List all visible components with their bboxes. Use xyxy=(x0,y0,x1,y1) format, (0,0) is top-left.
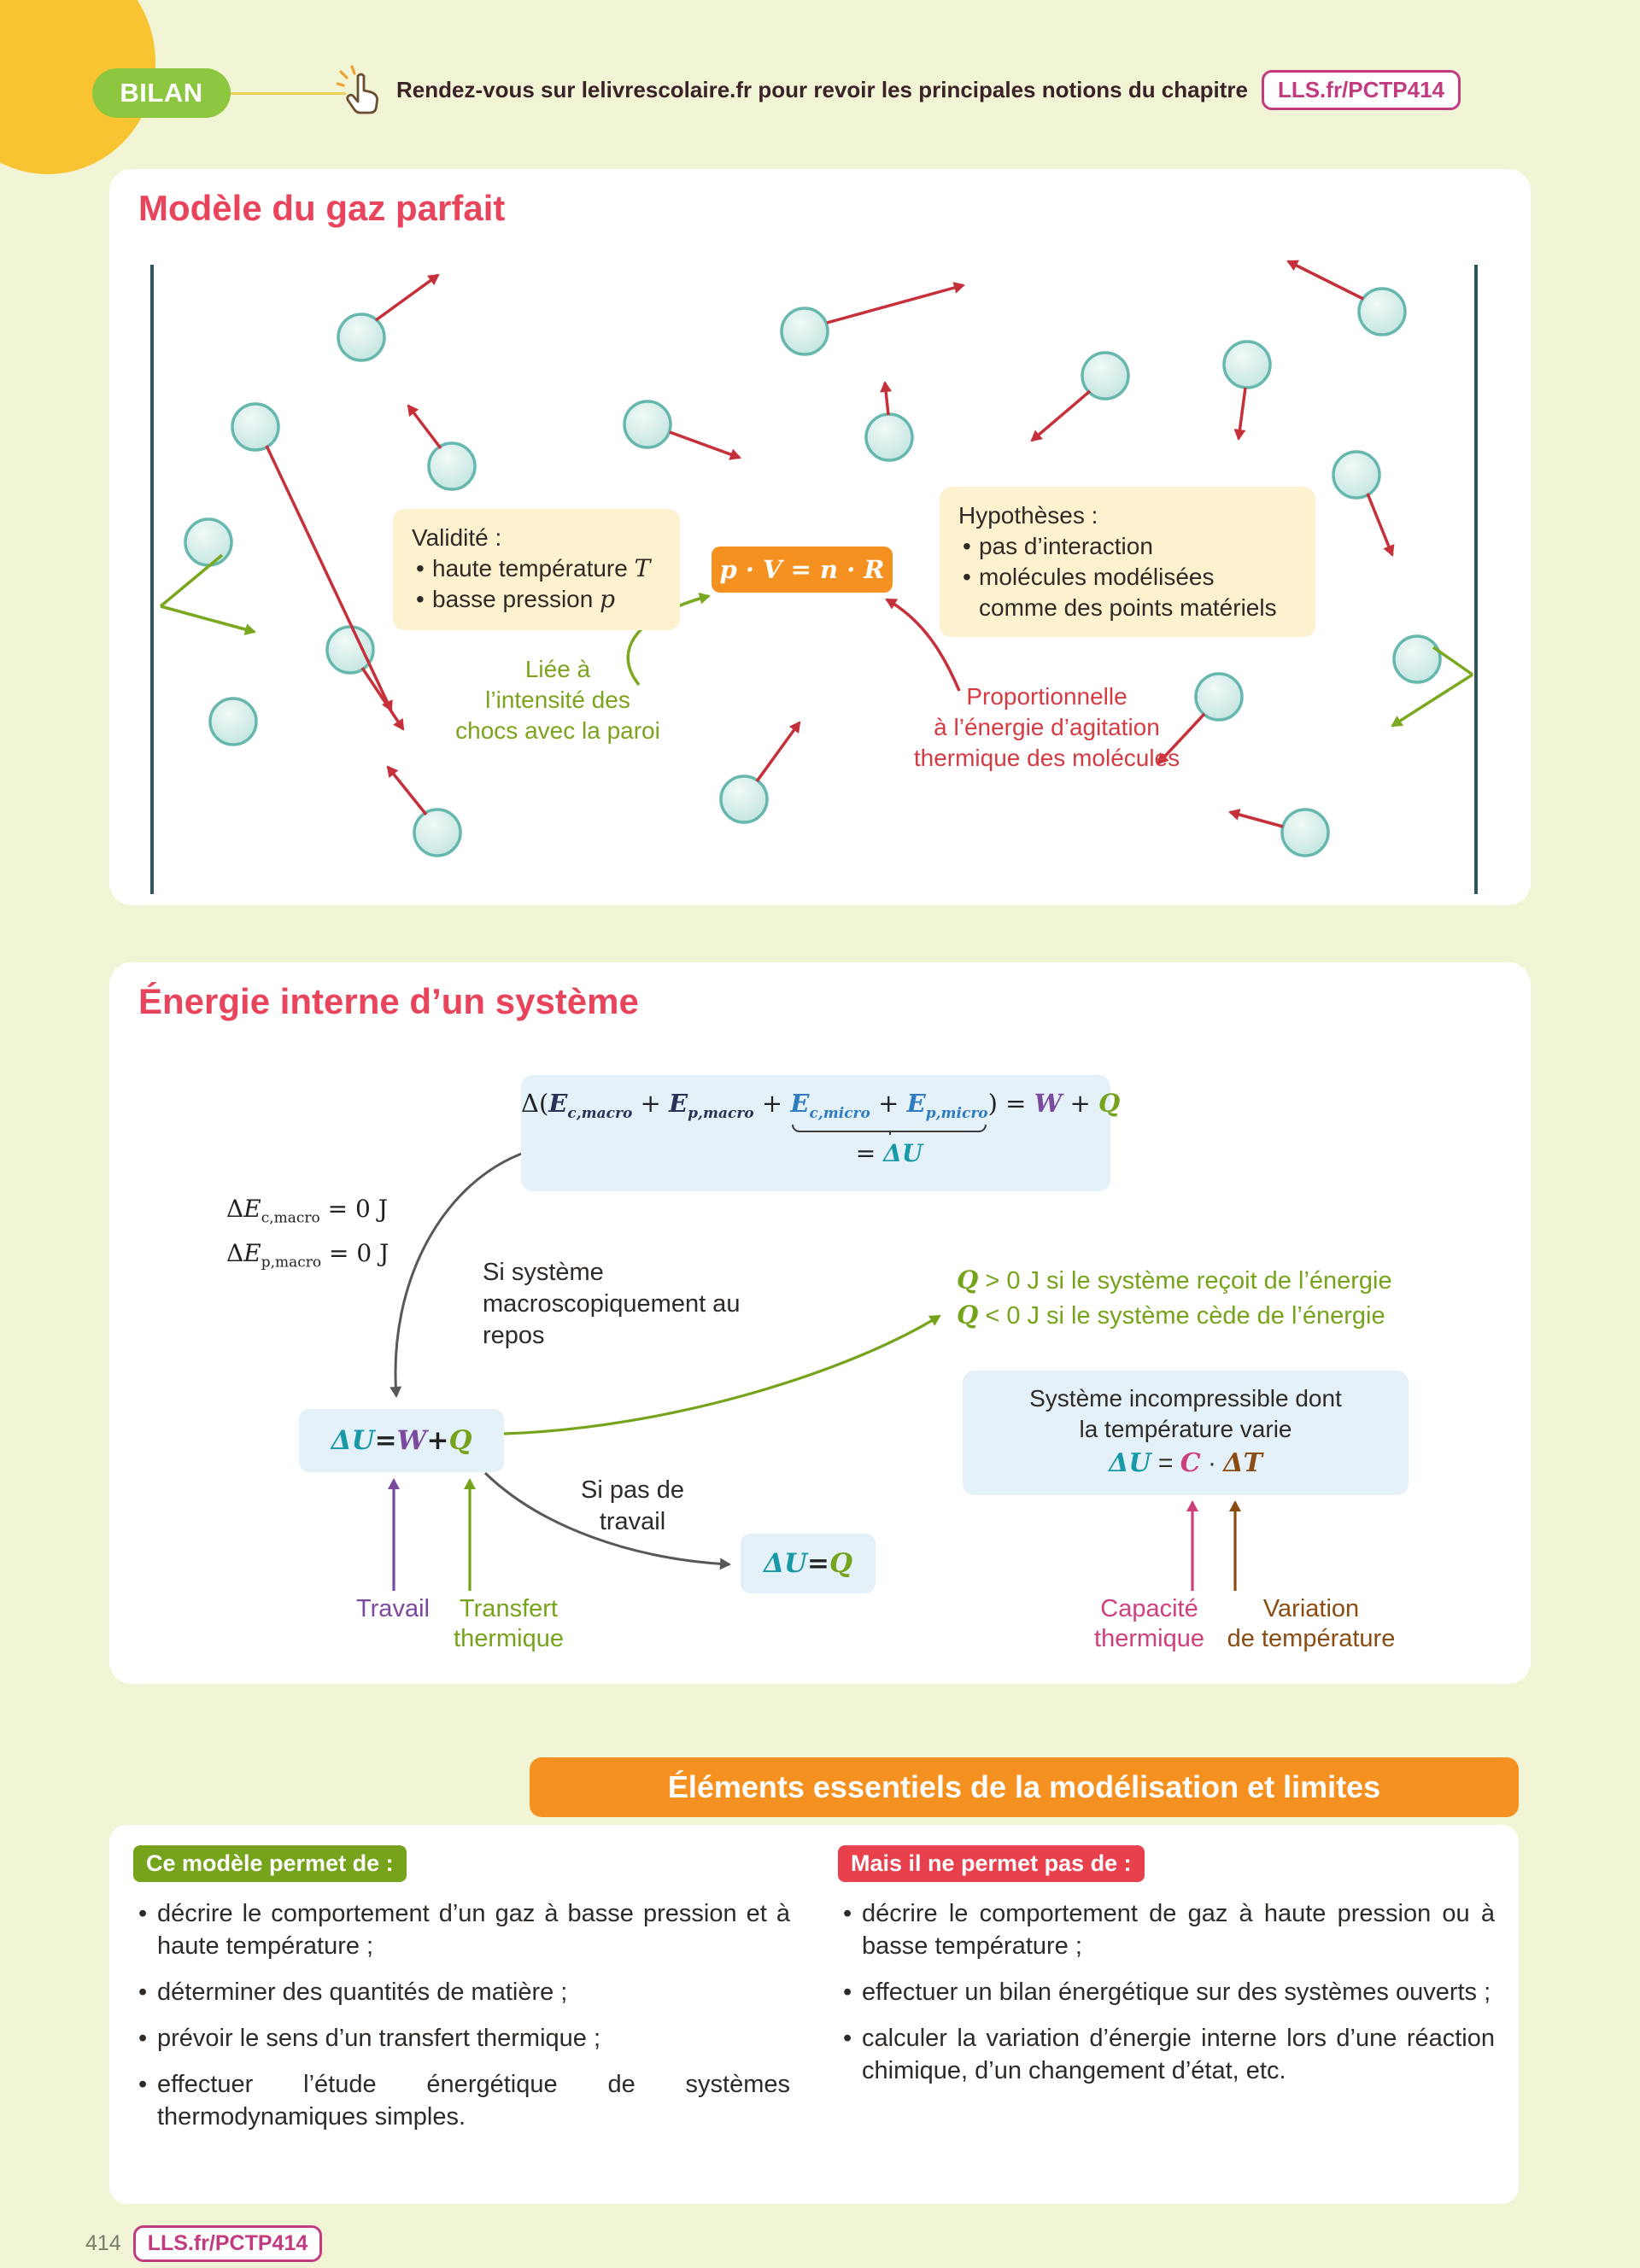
heat-variable: Q xyxy=(957,1266,979,1295)
heat-variable: Q xyxy=(1098,1089,1121,1118)
ec-micro-term xyxy=(790,1089,870,1122)
incompressible-line: Système incompressible dont xyxy=(1029,1385,1342,1412)
formula-token: + xyxy=(761,1089,783,1118)
formula-line xyxy=(521,1089,1121,1167)
ep-micro-term xyxy=(906,1089,988,1122)
underbrace xyxy=(792,1125,986,1132)
list-item: • effectuer un bilan énergétique sur des systèmes ouverts ; xyxy=(838,1976,1495,2008)
formula-token: Δ xyxy=(226,1239,244,1267)
formula-token: = xyxy=(1151,1449,1180,1477)
formula-subscript: p,macro xyxy=(261,1254,322,1271)
validity-box xyxy=(393,509,680,630)
list-item: • déterminer des quantités de matière ; xyxy=(133,1976,790,2008)
list-item: • effectuer l’étude énergétique de systèmes thermodynamiques simples. xyxy=(133,2068,790,2133)
temperature-variation-line: Variation xyxy=(1262,1595,1360,1622)
formula-token: + xyxy=(1069,1089,1091,1118)
list-item: • calculer la variation d’énergie interne lors d’une réaction chimique, d’un changement d’état, etc. xyxy=(838,2022,1495,2087)
formula-token: = 0 J xyxy=(319,1195,388,1223)
essentials-card xyxy=(109,1825,1519,2204)
formula-token: E xyxy=(669,1089,688,1118)
list-item: • prévoir le sens d’un transfert thermique ; xyxy=(133,2022,790,2055)
no-work-line: travail xyxy=(599,1508,666,1535)
list-item: • décrire le comportement d’un gaz à basse pression et à haute température ; xyxy=(133,1897,790,1962)
formula-subscript: c,macro xyxy=(261,1209,320,1227)
delta-u: ΔU xyxy=(763,1548,808,1579)
formula-token: ) xyxy=(987,1089,998,1118)
page-number: 414 xyxy=(85,2231,121,2255)
underbrace-label xyxy=(790,1139,987,1167)
delta-t: ΔT xyxy=(1223,1448,1262,1478)
temperature-note xyxy=(882,681,1211,774)
zero-kinetic-macro xyxy=(226,1195,388,1227)
zero-potential-macro xyxy=(226,1239,389,1271)
formula-token: + xyxy=(640,1089,661,1118)
macro-rest-note: Si système macroscopiquement au repos xyxy=(483,1259,741,1349)
validity-item xyxy=(412,553,661,584)
formula-token: Δ( xyxy=(521,1089,549,1118)
heat-capacity-label xyxy=(1079,1594,1220,1654)
pressure-note-line: Liée à xyxy=(524,656,591,682)
ec-macro-term xyxy=(548,1089,633,1122)
gas-model-card xyxy=(109,169,1531,905)
allows-list xyxy=(133,1897,790,2133)
internal-energy-card xyxy=(109,962,1531,1684)
formula-token: E xyxy=(243,1239,261,1267)
validity-item-text: basse pression xyxy=(432,586,600,612)
temperature-variation-label xyxy=(1213,1594,1409,1654)
calorimetric-formula xyxy=(963,1448,1409,1479)
formula-token: · xyxy=(1200,1449,1224,1477)
allows-badge: Ce modèle permet de : xyxy=(133,1845,407,1882)
bilan-text: BILAN xyxy=(120,78,203,108)
formula-token: + xyxy=(878,1089,899,1118)
formula-subscript: c,macro xyxy=(567,1104,633,1122)
heat-variable: Q xyxy=(829,1548,853,1579)
formula-token: E xyxy=(548,1089,568,1118)
ideal-gas-law-formula xyxy=(712,547,893,630)
model-limits-column xyxy=(838,1845,1495,2183)
temperature-note-line: à l’énergie d’agitation xyxy=(934,714,1160,740)
formula-token: = xyxy=(855,1138,876,1167)
model-allows-column xyxy=(133,1845,790,2183)
formula-token: + xyxy=(426,1425,449,1456)
delta-u: ΔU xyxy=(1109,1448,1151,1478)
formula-token: = xyxy=(374,1425,397,1456)
header-link-badge[interactable]: LLS.fr/PCTP414 xyxy=(1262,70,1461,110)
capacity-variable: C xyxy=(1180,1448,1201,1478)
footer-link-badge[interactable]: LLS.fr/PCTP414 xyxy=(133,2225,323,2262)
formula-subscript: p,macro xyxy=(688,1104,754,1122)
pressure-note-line: l’intensité des xyxy=(485,687,630,713)
temperature-note-line: thermique des molécules xyxy=(913,745,1180,771)
incompressible-line: la température varie xyxy=(1079,1416,1292,1442)
q-negative-text: < 0 J si le système cède de l’énergie xyxy=(978,1302,1385,1330)
delta-u: ΔU xyxy=(883,1138,923,1167)
formula-token: = xyxy=(807,1548,830,1579)
delta-u: ΔU xyxy=(331,1425,375,1456)
gas-model-title: Modèle du gaz parfait xyxy=(138,188,506,228)
formula-token: E xyxy=(790,1089,810,1118)
validity-title: Validité : xyxy=(412,524,502,551)
heat-transfer-line: Transfert xyxy=(460,1595,558,1622)
formula-token: Δ xyxy=(226,1195,244,1223)
formula-subscript: c,micro xyxy=(809,1104,870,1122)
work-variable: W xyxy=(1034,1089,1063,1118)
heat-capacity-line: Capacité xyxy=(1100,1595,1198,1622)
gas-diagram xyxy=(109,169,1531,905)
bilan-label xyxy=(92,68,231,118)
formula-token: = xyxy=(1005,1089,1027,1118)
du-equals-q-box xyxy=(741,1534,876,1593)
formula-token: = 0 J xyxy=(321,1239,390,1267)
validity-item-text: haute température xyxy=(432,555,635,582)
heat-variable: Q xyxy=(448,1425,472,1456)
work-variable: W xyxy=(396,1425,427,1456)
internal-energy-title: Énergie interne d’un système xyxy=(138,981,639,1021)
formula-token: E xyxy=(906,1089,926,1118)
q-positive-text: > 0 J si le système reçoit de l’énergie xyxy=(978,1267,1392,1295)
variable-T: T xyxy=(634,554,651,582)
validity-item xyxy=(412,584,661,615)
work-label: Travail xyxy=(356,1595,430,1622)
limits-list xyxy=(838,1897,1495,2087)
pressure-note xyxy=(434,654,682,746)
list-item: • décrire le comportement de gaz à haute pression ou à basse température ; xyxy=(838,1897,1495,1962)
hypotheses-title: Hypothèses : xyxy=(958,502,1098,529)
header-message: Rendez-vous sur lelivrescolaire.fr pour revoir les principales notions du chapitre xyxy=(396,76,1248,102)
no-work-line: Si pas de xyxy=(581,1476,684,1504)
formula-token: E xyxy=(243,1195,261,1223)
formula-subscript: p,micro xyxy=(925,1104,988,1122)
header xyxy=(337,61,1461,118)
no-work-note xyxy=(558,1475,707,1538)
heat-capacity-line: thermique xyxy=(1094,1625,1204,1652)
energy-balance-formula xyxy=(521,1075,1121,1191)
temperature-variation-line: de température xyxy=(1227,1625,1396,1652)
heat-sign-convention xyxy=(957,1263,1392,1333)
heat-variable: Q xyxy=(957,1301,979,1330)
q-positive-line xyxy=(957,1263,1392,1298)
internal-energy-group xyxy=(790,1089,988,1167)
heat-transfer-label xyxy=(438,1594,579,1654)
essentials-banner: Éléments essentiels de la modélisation et limites xyxy=(530,1757,1519,1817)
variable-p: p xyxy=(600,585,616,613)
hypotheses-item: • pas d’interaction xyxy=(958,531,1297,562)
hypotheses-box xyxy=(940,487,1315,637)
click-hand-icon xyxy=(337,65,383,114)
temperature-note-line: Proportionnelle xyxy=(966,683,1128,710)
heat-transfer-line: thermique xyxy=(454,1625,564,1652)
ep-macro-term xyxy=(669,1089,754,1122)
first-law-box xyxy=(299,1409,504,1472)
formula-text: p · V = n · R · T xyxy=(719,555,885,630)
pressure-note-line: chocs avec la paroi xyxy=(455,717,660,744)
hypotheses-item: • molécules modélisées comme des points matériels xyxy=(958,562,1297,623)
footer xyxy=(85,2225,322,2262)
incompressible-system-box xyxy=(963,1371,1409,1495)
q-negative-line xyxy=(957,1298,1392,1333)
limits-badge: Mais il ne permet pas de : xyxy=(838,1845,1145,1882)
